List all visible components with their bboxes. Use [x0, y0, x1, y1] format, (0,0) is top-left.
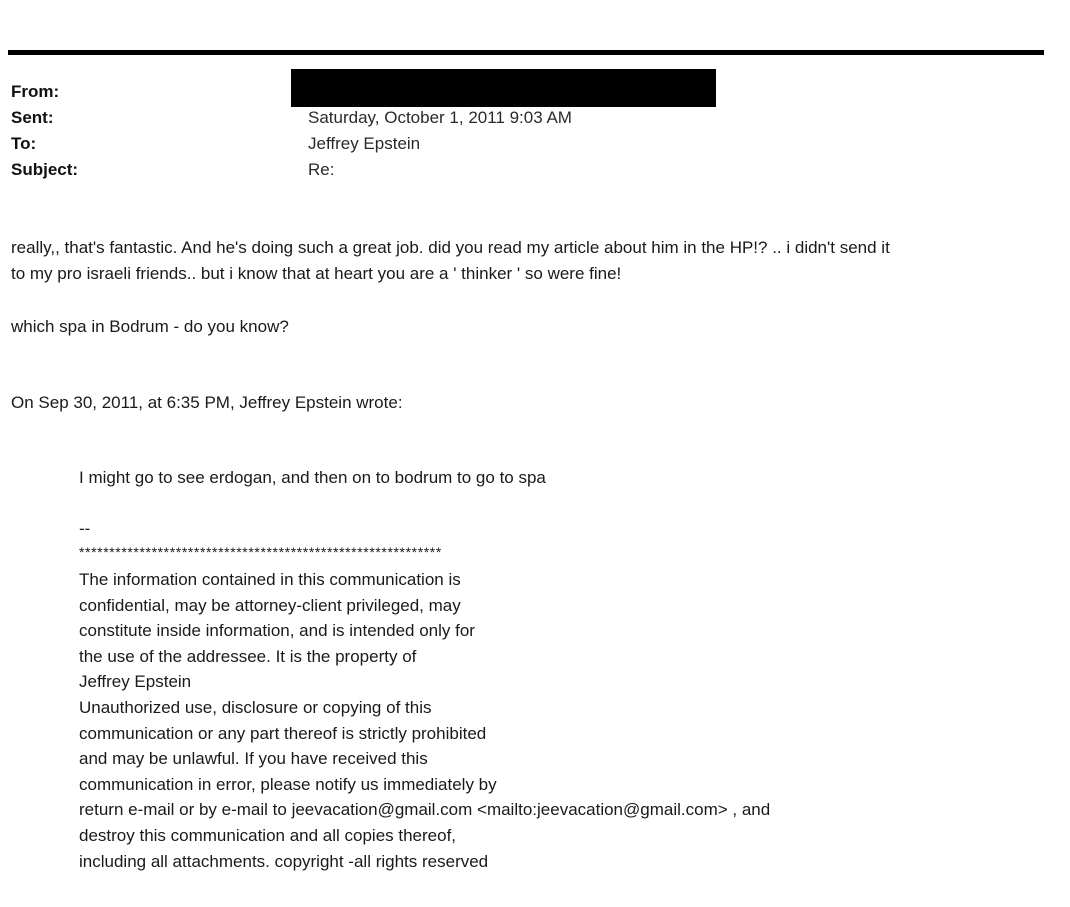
- disclaimer-line: Jeffrey Epstein: [79, 672, 192, 692]
- disclaimer-line: the use of the addressee. It is the property of: [79, 646, 417, 666]
- disclaimer-line: including all attachments. copyright -all rights reserved: [79, 851, 489, 871]
- disclaimer-line-with-email[interactable]: return e-mail or by e-mail to jeevacation@gmail.com <mailto:jeevacation@gmail.com> , and: [79, 800, 771, 820]
- reply-header: On Sep 30, 2011, at 6:35 PM, Jeffrey Epstein wrote:: [11, 393, 403, 412]
- disclaimer-block: [79, 567, 770, 874]
- disclaimer-line: The information contained in this communication is: [79, 570, 461, 589]
- disclaimer-line: confidential, may be attorney-client privileged, may: [79, 595, 461, 615]
- signature-dash: --: [79, 519, 91, 538]
- subject-label: Subject:: [11, 160, 79, 179]
- quoted-text: I might go to see erdogan, and then on to bodrum to go to spa: [79, 468, 546, 487]
- disclaimer-line: communication in error, please notify us immediately by: [79, 774, 497, 794]
- sent-label: Sent:: [11, 108, 54, 127]
- disclaimer-line: communication or any part thereof is strictly prohibited: [79, 723, 487, 743]
- disclaimer-line: constitute inside information, and is intended only for: [79, 621, 475, 641]
- from-label: From:: [11, 82, 60, 101]
- message-line-1: really,, that's fantastic. And he's doing such a great job. did you read my article about him in the HP!? .. i didn't send it: [11, 238, 890, 257]
- message-line-2: to my pro israeli friends.. but i know that at heart you are a ' thinker ' so were fine!: [11, 264, 622, 283]
- signature-stars: ************************************************************: [79, 544, 442, 560]
- sent-value: Saturday, October 1, 2011 9:03 AM: [308, 108, 572, 127]
- subject-value: Re:: [308, 160, 335, 179]
- to-value: Jeffrey Epstein: [308, 134, 421, 153]
- disclaimer-line: Unauthorized use, disclosure or copying of this: [79, 697, 432, 717]
- disclaimer-line: destroy this communication and all copies thereof,: [79, 825, 457, 845]
- message-line-3: which spa in Bodrum - do you know?: [11, 317, 289, 336]
- to-label: To:: [11, 134, 37, 153]
- disclaimer-line: and may be unlawful. If you have received this: [79, 749, 428, 769]
- redacted-sender: [291, 69, 716, 107]
- header-divider: [8, 50, 1044, 55]
